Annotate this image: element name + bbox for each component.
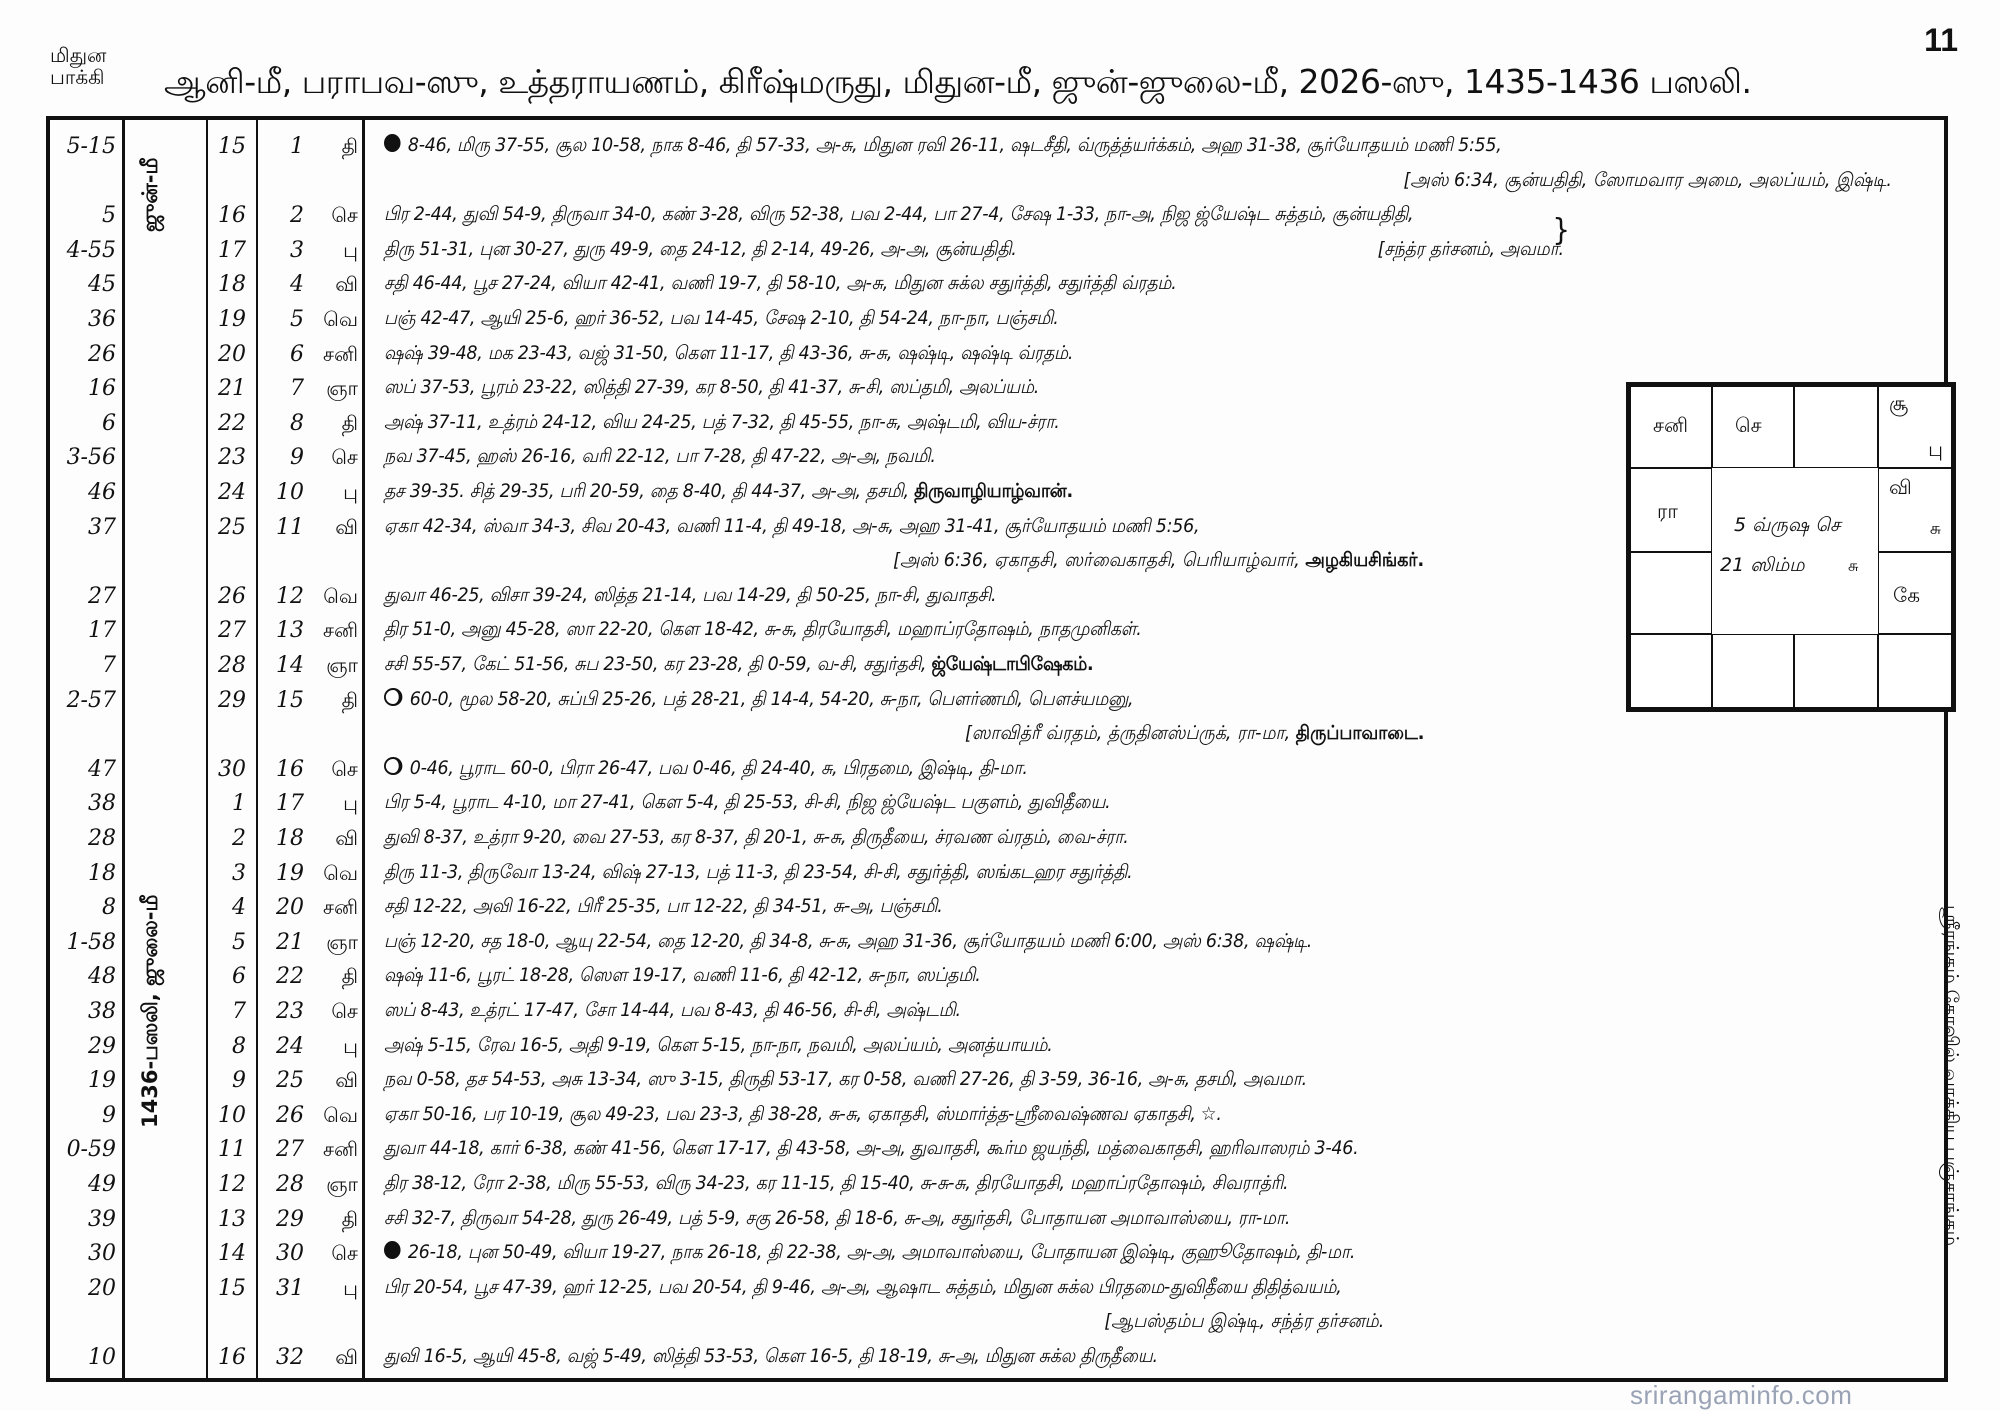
english-date-cell: 7	[232, 999, 246, 1024]
english-date-cell: 9	[232, 1068, 246, 1094]
tamil-date-cell: 3	[290, 237, 304, 263]
details-text: சதி 12-22, அவி 16-22, பிரீ 25-35, பா 12-22, தி 34-51, சு-அ, பஞ்சமி.	[384, 895, 943, 918]
lagna-balance-cell: 4-55	[66, 237, 116, 263]
lagna-label-line1: மிதுன	[50, 43, 107, 67]
planet-label: ரா	[1657, 499, 1678, 523]
rasi-cell	[1878, 468, 1952, 552]
table-row	[50, 791, 1944, 825]
lagna-balance-cell: 10	[88, 1345, 116, 1370]
panchangam-details	[384, 584, 996, 609]
english-date-cell: 10	[218, 1102, 246, 1128]
table-row	[50, 757, 1944, 791]
festival-highlight: அழகியசிங்கர்.	[1305, 549, 1424, 572]
panchangam-table	[46, 116, 1948, 1382]
details-text: ஸப் 8-43, உத்ரட் 17-47, சோ 14-44, பவ 8-43, தி 46-56, சி-சி, அஷ்டமி.	[384, 999, 961, 1021]
rasi-cell	[1794, 386, 1878, 468]
rasi-cell	[1712, 386, 1794, 468]
panchangam-details	[384, 272, 1176, 297]
panchangam-details	[384, 134, 1502, 159]
details-text: துவி 8-37, உத்ரா 9-20, வை 27-53, கர 8-37, தி 20-1, சு-சு, திருதீயை, ச்ரவண வ்ரதம், வை-ச்ரா.	[384, 826, 1129, 848]
tamil-date-cell: 5	[290, 307, 304, 332]
watermark: srirangaminfo.com	[1630, 1380, 1853, 1410]
panchangam-details	[384, 445, 936, 470]
weekday-cell: ஞா	[326, 1172, 358, 1196]
planet-label: கே	[1893, 583, 1920, 607]
lagna-balance-cell: 30	[88, 1241, 116, 1267]
tamil-date-cell: 23	[276, 999, 304, 1024]
weekday-cell: சனி	[323, 1137, 358, 1162]
table-row	[50, 1137, 1944, 1171]
continuation-text: [ஸாவித்ரீ வ்ரதம், த்ருதினஸ்ப்ருக், ரா-மா, திருப்பாவாடை.	[964, 722, 1424, 745]
table-row	[50, 964, 1944, 998]
panchangam-details	[384, 1345, 1158, 1370]
table-row	[50, 1345, 1944, 1379]
english-date-cell: 12	[218, 1172, 246, 1197]
weekday-cell: வி	[335, 514, 358, 539]
details-text: அஷ் 5-15, ரேவ 16-5, அதி 9-19, கௌ 5-15, நா-நா, நவமி, அலப்யம், அனத்யாயம்.	[384, 1033, 1053, 1056]
full-moon-icon	[384, 688, 402, 706]
table-row	[50, 1034, 1944, 1068]
tamil-date-cell: 19	[276, 860, 304, 886]
english-date-cell: 23	[218, 445, 246, 471]
lagna-balance-cell: 47	[88, 756, 116, 782]
new-moon-icon	[384, 1241, 401, 1259]
table-row-continuation	[50, 722, 1944, 756]
tamil-date-cell: 32	[276, 1345, 304, 1370]
weekday-cell: பு	[343, 237, 358, 262]
table-row-continuation	[50, 169, 1944, 203]
english-date-cell: 15	[218, 1275, 246, 1301]
rasi-cell	[1630, 386, 1712, 468]
details-text: பிர 5-4, பூராட 4-10, மா 27-41, கௌ 5-4, தி 25-53, சி-சி, நிஜ ஜ்யேஷ்ட பகுளம், துவிதீயை.	[384, 791, 1111, 814]
planet-label: செ	[1735, 413, 1762, 437]
lagna-balance-cell: 20	[88, 1275, 116, 1301]
tamil-date-cell: 28	[276, 1172, 304, 1197]
tamil-date-cell: 31	[276, 1275, 304, 1301]
tamil-date-cell: 2	[290, 203, 304, 229]
lagna-balance-cell: 38	[88, 791, 116, 817]
english-date-cell: 18	[218, 272, 246, 298]
details-text: பஞ் 12-20, சத 18-0, ஆயு 22-54, தை 12-20, தி 34-8, சு-சு, அஹ 31-36, சூர்யோதயம் மணி 6:00, அஸ் 6:38, ஷஷ்டி.	[384, 929, 1313, 952]
lagna-balance-cell: 19	[88, 1068, 116, 1094]
weekday-cell: வெ	[323, 1102, 358, 1127]
planet-label: சனி	[1653, 413, 1688, 437]
festival-highlight: திருவாழியாழ்வான்.	[914, 480, 1073, 502]
english-date-cell: 8	[232, 1033, 246, 1059]
rasi-cell	[1878, 552, 1952, 634]
lagna-balance-cell: 49	[88, 1172, 116, 1197]
weekday-cell: செ	[331, 203, 358, 228]
panchangam-details	[384, 757, 1028, 782]
lagna-balance-cell: 46	[88, 480, 116, 505]
lagna-balance-cell: 37	[88, 514, 116, 540]
tamil-date-cell: 11	[276, 514, 304, 540]
tamil-date-cell: 10	[276, 480, 304, 505]
panchangam-details	[384, 1172, 1288, 1197]
panchangam-details	[384, 1034, 1053, 1059]
tamil-date-cell: 6	[290, 341, 304, 367]
planet-label: சு	[1929, 519, 1941, 539]
continuation-text: [அஸ் 6:36, ஏகாதசி, ஸர்வைகாதசி, பெரியாழ்வார், அழகியசிங்கர்.	[893, 549, 1424, 572]
english-date-cell: 30	[218, 756, 246, 782]
rasi-chart-center	[1712, 468, 1878, 634]
tamil-date-cell: 29	[276, 1206, 304, 1232]
tamil-date-cell: 16	[276, 756, 304, 782]
english-date-cell: 22	[218, 410, 246, 436]
tamil-date-cell: 21	[276, 929, 304, 955]
english-date-cell: 16	[218, 203, 246, 229]
lagna-balance-cell: 17	[88, 618, 116, 644]
full-moon-icon	[384, 757, 402, 775]
weekday-cell: செ	[331, 999, 358, 1023]
details-text: 26-18, புன 50-49, வியா 19-27, நாக 26-18, தி 22-38, அ-அ, அமாவாஸ்யை, போதாயன இஷ்டி, குஹூதோஷம், தி-மா.	[407, 1241, 1356, 1264]
chart-center-planet: சு	[1848, 556, 1859, 575]
panchangam-details	[384, 964, 981, 989]
english-date-cell: 27	[218, 618, 246, 644]
table-row	[50, 861, 1944, 895]
table-row	[50, 1103, 1944, 1137]
weekday-cell: செ	[331, 445, 358, 470]
details-text: அஷ் 37-11, உத்ரம் 24-12, விய 24-25, பத் 7-32, தி 45-55, நா-சு, அஷ்டமி, விய-ச்ரா.	[384, 410, 1060, 433]
side-label-june: ஜுன்-மீ	[138, 157, 162, 232]
weekday-cell: சனி	[323, 618, 358, 643]
weekday-cell: ஞா	[326, 929, 358, 954]
weekday-cell: வெ	[323, 307, 358, 331]
details-text: 0-46, பூராட 60-0, பிரா 26-47, பவ 0-46, தி 24-40, சு, பிரதமை, இஷ்டி, தி-மா.	[409, 756, 1028, 779]
table-row	[50, 272, 1944, 306]
tamil-date-cell: 15	[276, 687, 304, 713]
weekday-cell: தி	[341, 1206, 358, 1231]
weekday-cell: வி	[335, 1068, 358, 1093]
lagna-balance-cell: 29	[88, 1033, 116, 1059]
tamil-date-cell: 25	[276, 1068, 304, 1094]
weekday-cell: வி	[335, 826, 358, 850]
lagna-balance-cell: 7	[102, 653, 116, 678]
panchangam-details	[384, 999, 961, 1024]
rasi-cell	[1712, 634, 1794, 708]
rasi-cell	[1878, 386, 1952, 468]
details-text: பஞ் 42-47, ஆயி 25-6, ஹர் 36-52, பவ 14-45, சேஷ 2-10, தி 54-24, நா-நா, பஞ்சமி.	[384, 307, 1059, 329]
lagna-balance-cell: 45	[88, 272, 116, 298]
details-text: ஷஷ் 39-48, மக 23-43, வஜ் 31-50, கௌ 11-17, தி 43-36, சு-சு, ஷஷ்டி, ஷஷ்டி வ்ரதம்.	[384, 341, 1074, 364]
page-header	[46, 22, 1966, 114]
tamil-date-cell: 22	[276, 964, 304, 990]
lagna-balance-cell: 18	[88, 860, 116, 886]
table-row	[50, 1207, 1944, 1241]
details-text: பிர 2-44, துவி 54-9, திருவா 34-0, கண் 3-28, விரு 52-38, பவ 2-44, பா 27-4, சேஷ 1-33, நா-அ, நிஜ ஜ்யேஷ்ட சுத்தம், சூன்யதிதி,	[384, 203, 1414, 226]
panchangam-details	[384, 376, 1039, 401]
continuation-text: [ஆபஸ்தம்ப இஷ்டி, சந்த்ர தர்சனம்.	[1104, 1310, 1384, 1333]
tamil-date-cell: 7	[290, 376, 304, 402]
details-text: திரு 51-31, புன 30-27, துரு 49-9, தை 24-12, தி 2-14, 49-26, அ-அ, சூன்யதிதி.	[384, 237, 1017, 260]
lagna-balance-cell: 36	[88, 307, 116, 332]
lagna-balance-cell: 9	[102, 1102, 116, 1128]
tamil-date-cell: 13	[276, 618, 304, 644]
panchangam-details	[384, 618, 1142, 643]
table-row	[50, 134, 1944, 168]
side-credit: ஸ்ரீரங்கம் கோவில் வாக்கிய பஞ்சாங்கம்	[1940, 905, 1962, 1246]
details-text: 60-0, மூல 58-20, சுப்பி 25-26, பத் 28-21, தி 14-4, 54-20, சு-நா, பௌர்ணமி, பௌச்யமனு,	[409, 687, 1134, 710]
panchangam-details	[384, 1207, 1290, 1232]
panchangam-details	[384, 1068, 1307, 1093]
weekday-cell: தி	[341, 687, 358, 712]
tamil-date-cell: 14	[276, 653, 304, 678]
weekday-cell: தி	[341, 964, 358, 989]
panchangam-details	[384, 930, 1312, 955]
lagna-balance-cell: 27	[88, 583, 116, 609]
weekday-cell: வெ	[323, 583, 358, 608]
lagna-balance-cell: 1-58	[66, 929, 116, 955]
lagna-balance-cell: 48	[88, 964, 116, 990]
panchangam-details	[384, 203, 1413, 228]
weekday-cell: சனி	[323, 895, 358, 920]
table-row	[50, 999, 1944, 1033]
panchangam-details	[384, 895, 943, 920]
details-text: 8-46, மிரு 37-55, சூல 10-58, நாக 8-46, தி 57-33, அ-சு, மிதுன ரவி 26-11, ஷடசீதி, வ்ருத்த்யர்க்கம், அஹ 31-38, சூர்யோதயம் மணி 5:55,	[407, 134, 1502, 156]
table-row	[50, 203, 1944, 237]
weekday-cell: செ	[331, 1241, 358, 1266]
details-text: சசி 32-7, திருவா 54-28, துரு 26-49, பத் 5-9, சகு 26-58, தி 18-6, சு-அ, சதுர்தசி, போதாயன அமாவாஸ்யை, ரா-மா.	[384, 1206, 1291, 1229]
panchangam-details	[384, 653, 1093, 678]
panchangam-details	[384, 1276, 1342, 1301]
weekday-cell: ஞா	[326, 653, 358, 677]
weekday-cell: பு	[343, 1033, 358, 1058]
details-text: துவி 16-5, ஆயி 45-8, வஜ் 5-49, ஸித்தி 53-53, கௌ 16-5, தி 18-19, சு-அ, மிதுன சுக்ல திருதீயை.	[384, 1345, 1158, 1367]
details-text: திர 51-0, அனு 45-28, ஸா 22-20, கௌ 18-42, சு-சு, திரயோதசி, மஹாப்ரதோஷம், நாதமுனிகள்.	[384, 618, 1142, 641]
lagna-balance-cell: 6	[102, 410, 116, 436]
side-label-july: 1436-பஸலி, ஜுலை-மீ	[138, 894, 162, 1128]
english-date-cell: 6	[232, 964, 246, 990]
english-date-cell: 19	[218, 307, 246, 332]
festival-highlight: திருப்பாவாடை.	[1295, 722, 1424, 745]
continuation-text: [அஸ் 6:34, சூன்யதிதி, ஸோமவார அமை, அலப்யம், இஷ்டி.	[1403, 168, 1892, 191]
details-text: சதி 46-44, பூச 27-24, வியா 42-41, வணி 19-7, தி 58-10, அ-சு, மிதுன சுக்ல சதுர்த்தி, சதுர்த்தி வ்ரதம்.	[384, 272, 1177, 295]
lagna-balance-label	[50, 44, 106, 88]
details-text: நவ 37-45, ஹஸ் 26-16, வரி 22-12, பா 7-28, தி 47-22, அ-அ, நவமி.	[384, 445, 936, 468]
weekday-cell: பு	[343, 1275, 358, 1300]
lagna-label-line2: பாக்கி	[50, 65, 105, 89]
panchangam-details	[384, 515, 1199, 540]
tamil-date-cell: 4	[290, 272, 304, 298]
english-date-cell: 28	[218, 653, 246, 678]
english-date-cell: 29	[218, 687, 246, 713]
table-row-continuation	[50, 1310, 1944, 1344]
table-row	[50, 1276, 1944, 1310]
english-date-cell: 24	[218, 480, 246, 505]
panchangam-details	[384, 480, 1073, 505]
lagna-balance-cell: 16	[88, 376, 116, 402]
details-text: ஷஷ் 11-6, பூரட் 18-28, ஸௌ 19-17, வணி 11-6, தி 42-12, சு-நா, ஸப்தமி.	[384, 964, 981, 987]
tamil-date-cell: 8	[290, 410, 304, 436]
tamil-date-cell: 30	[276, 1241, 304, 1267]
details-text: ஏகா 50-16, பர 10-19, சூல 49-23, பவ 23-3, தி 38-28, சு-சு, ஏகாதசி, ஸ்மார்த்த-ஸ்ரீவைஷ்ணவ ஏகாதசி, ☆.	[384, 1102, 1222, 1125]
tamil-date-cell: 24	[276, 1033, 304, 1059]
weekday-cell: சனி	[323, 341, 358, 366]
lagna-balance-cell: 38	[88, 999, 116, 1024]
table-row	[50, 1068, 1944, 1102]
lagna-balance-cell: 0-59	[66, 1137, 116, 1163]
rasi-cell	[1630, 634, 1712, 708]
english-date-cell: 13	[218, 1206, 246, 1232]
details-text: சசி 55-57, கேட் 51-56, சுப 23-50, கர 23-28, தி 0-59, வ-சி, சதுர்தசி,	[384, 653, 932, 675]
table-row	[50, 1172, 1944, 1206]
lagna-balance-cell: 2-57	[66, 687, 116, 713]
table-row	[50, 307, 1944, 341]
english-date-cell: 1	[232, 791, 246, 817]
weekday-cell: தி	[341, 410, 358, 435]
panchangam-details	[384, 1137, 1358, 1162]
details-text: ஸப் 37-53, பூரம் 23-22, ஸித்தி 27-39, கர 8-50, தி 41-37, சு-சி, ஸப்தமி, அலப்யம்.	[384, 376, 1040, 399]
planet-label: பு	[1928, 437, 1943, 461]
chart-center-line2: 21 ஸிம்ம	[1720, 554, 1805, 576]
details-text: துவா 44-18, கார் 6-38, கண் 41-56, கௌ 17-17, தி 43-58, அ-அ, துவாதசி, கூர்ம ஜயந்தி, மத்வைகாதசி, ஹரிவாஸரம் 3-46.	[384, 1137, 1359, 1160]
table-row	[50, 895, 1944, 929]
details-text: திரு 11-3, திருவோ 13-24, விஷ் 27-13, பத் 11-3, தி 23-54, சி-சி, சதுர்த்தி, ஸங்கடஹர சதுர்த்தி.	[384, 860, 1133, 883]
panchangam-details	[384, 307, 1058, 332]
page-title: ஆனி-மீ, பராபவ-ஸு, உத்தராயணம், கிரீஷ்மருது, மிதுன-மீ, ஜுன்-ஜுலை-மீ, 2026-ஸு, 1435-1436 பஸலி.	[164, 62, 1752, 101]
details-text: தச 39-35. சித் 29-35, பரி 20-59, தை 8-40, தி 44-37, அ-அ, தசமி,	[384, 480, 915, 502]
details-text: நவ 0-58, தச 54-53, அசு 13-34, ஸு 3-15, திருதி 53-17, கர 0-58, வணி 27-26, தி 3-59, 36-16, அ-சு, தசமி, அவமா.	[384, 1068, 1307, 1091]
panchangam-details	[384, 861, 1132, 886]
details-text: பிர 20-54, பூச 47-39, ஹர் 12-25, பவ 20-54, தி 9-46, அ-அ, ஆஷாட சுத்தம், மிதுன சுக்ல பிரதமை-துவிதீயை திதித்வயம்,	[384, 1275, 1342, 1298]
panchangam-details	[384, 342, 1073, 367]
panchangam-details	[384, 1241, 1355, 1266]
english-date-cell: 4	[232, 895, 246, 921]
tamil-date-cell: 1	[290, 134, 304, 159]
table-row	[50, 1241, 1944, 1275]
tamil-date-cell: 26	[276, 1102, 304, 1128]
panchangam-details	[384, 826, 1129, 851]
english-date-cell: 14	[218, 1241, 246, 1267]
weekday-cell: வி	[335, 272, 358, 297]
lagna-balance-cell: 39	[88, 1206, 116, 1232]
panchangam-details	[384, 791, 1110, 816]
details-text: திர 38-12, ரோ 2-38, மிரு 55-53, விரு 34-23, கர 11-15, தி 15-40, சு-சு-சு, திரயோதசி, மஹாப்ரதோஷம், சிவராத்ரி.	[384, 1172, 1289, 1194]
rasi-cell	[1630, 468, 1712, 552]
table-row	[50, 930, 1944, 964]
rasi-cell	[1794, 634, 1878, 708]
lagna-balance-cell: 8	[102, 895, 116, 921]
weekday-cell: பு	[343, 791, 358, 816]
festival-highlight: ஜ்யேஷ்டாபிஷேகம்.	[931, 653, 1094, 675]
english-date-cell: 11	[218, 1137, 246, 1163]
tamil-date-cell: 9	[290, 445, 304, 471]
lagna-balance-cell: 3-56	[66, 445, 116, 471]
panchangam-details	[384, 688, 1133, 713]
english-date-cell: 26	[218, 583, 246, 609]
rasi-cell	[1878, 634, 1952, 708]
english-date-cell: 25	[218, 514, 246, 540]
english-date-cell: 21	[218, 376, 246, 402]
details-text: ஏகா 42-34, ஸ்வா 34-3, சிவ 20-43, வணி 11-4, தி 49-18, அ-சு, அஹ 31-41, சூர்யோதயம் மணி 5:56,	[384, 514, 1200, 537]
tamil-date-cell: 18	[276, 826, 304, 851]
english-date-cell: 17	[218, 237, 246, 263]
new-moon-icon	[384, 134, 401, 152]
planet-label: வி	[1889, 475, 1912, 499]
english-date-cell: 15	[218, 134, 246, 159]
details-text: துவா 46-25, விசா 39-24, ஸித்த 21-14, பவ 14-29, தி 50-25, நா-சி, துவாதசி.	[384, 583, 997, 606]
continuation-text: [சந்த்ர தர்சனம், அவமா.	[1377, 237, 1564, 260]
english-date-cell: 20	[218, 341, 246, 367]
rasi-chart	[1626, 382, 1956, 712]
weekday-cell: ஞா	[326, 376, 358, 401]
table-row	[50, 342, 1944, 376]
weekday-cell: வி	[335, 1345, 358, 1369]
english-date-cell: 3	[232, 860, 246, 886]
weekday-cell: பு	[343, 480, 358, 504]
tamil-date-cell: 20	[276, 895, 304, 921]
table-row	[50, 826, 1944, 860]
chart-center-line1: 5 வ்ருஷ செ	[1734, 514, 1841, 536]
panchangam-details	[384, 1103, 1222, 1128]
english-date-cell: 2	[232, 826, 246, 851]
weekday-cell: தி	[341, 134, 358, 158]
rasi-cell	[1630, 552, 1712, 634]
panchangam-details	[384, 411, 1060, 436]
lagna-balance-cell: 5	[102, 203, 116, 229]
english-date-cell: 16	[218, 1345, 246, 1370]
lagna-balance-cell: 26	[88, 341, 116, 367]
weekday-cell: செ	[331, 756, 358, 781]
english-date-cell: 5	[232, 929, 246, 955]
lagna-balance-cell: 28	[88, 826, 116, 851]
brace-icon: }	[1552, 212, 1570, 248]
tamil-date-cell: 17	[276, 791, 304, 817]
page-number: 11	[1924, 22, 1958, 58]
planet-label: சூ	[1889, 391, 1909, 415]
tamil-date-cell: 12	[276, 583, 304, 609]
weekday-cell: வெ	[323, 860, 358, 885]
lagna-balance-cell: 5-15	[66, 134, 116, 159]
tamil-date-cell: 27	[276, 1137, 304, 1163]
